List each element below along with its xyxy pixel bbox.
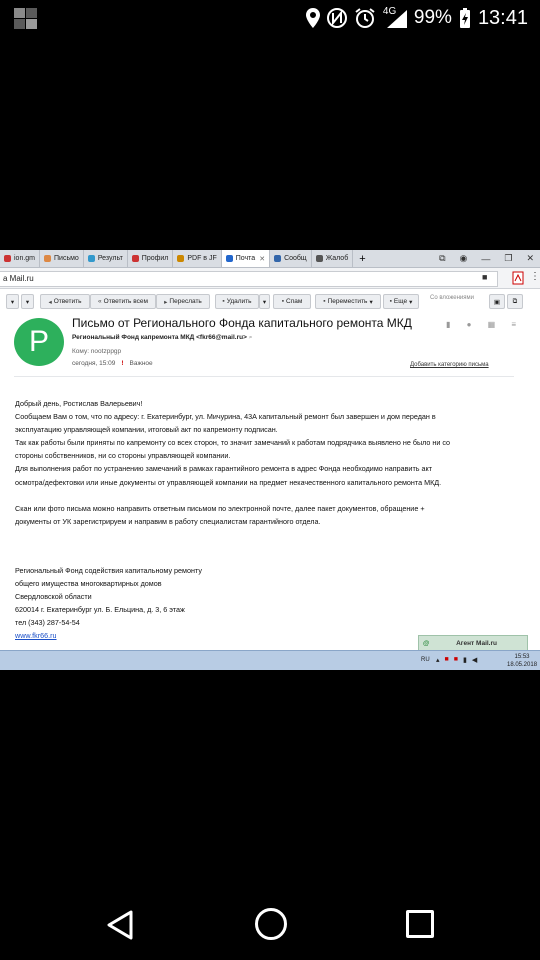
tab-favicon (316, 255, 323, 262)
tab-label: Письмо (54, 255, 79, 262)
chevron-down-icon: ▾ (10, 298, 15, 306)
add-category-link[interactable]: Добавить категорию письма (410, 362, 489, 368)
tab-favicon (274, 255, 281, 262)
attachments-filter[interactable]: Со вложениями (430, 295, 474, 301)
signature-line: общего имущества многоквартирных домов (15, 578, 162, 588)
bookmark-icon[interactable]: ■ (482, 272, 488, 282)
calendar-icon[interactable]: ▦ (487, 320, 496, 329)
forward-button[interactable] (156, 294, 210, 309)
taskbar-time: 15:53 (514, 654, 530, 660)
minimize-icon[interactable]: — (481, 253, 491, 264)
maximize-icon[interactable]: ❐ (504, 253, 513, 263)
user-icon[interactable]: ◉ (459, 253, 468, 263)
important-flag-icon: ! (121, 360, 124, 367)
tab-favicon (44, 255, 51, 262)
body-line: Скан или фото письма можно направить ответным письмом по электронной почте, далее пакет документов, обращение + (15, 503, 425, 513)
mail-body (15, 397, 525, 642)
restore-tabs-icon[interactable]: ⧉ (439, 253, 446, 263)
mail-date: сегодня, 15:09 (72, 360, 116, 367)
agent-label: Агент Mail.ru (456, 639, 497, 647)
chevron-down-icon: ▾ (369, 298, 373, 306)
status-bar (0, 0, 540, 36)
home-icon[interactable] (255, 908, 287, 940)
agent-icon: @ (423, 639, 430, 647)
location-icon (306, 8, 320, 28)
body-line: стороны собственников, ни со стороны управляющей компании. (15, 451, 231, 461)
greeting: Добрый день, Ростислав Валерьевич! (15, 399, 143, 408)
folder-icon: ▪ (323, 298, 326, 305)
tab-label: Результ (97, 255, 123, 262)
signature-line: 620014 г. Екатеринбург ул. Б. Ельцина, д. 3, 6 этаж (15, 605, 185, 615)
tray-app-icon[interactable]: ■ (453, 656, 458, 663)
tab-favicon (4, 255, 11, 262)
menu-icon[interactable]: ⋮ (530, 271, 540, 282)
tab-4[interactable] (173, 250, 221, 267)
body-line: документы от УК зарегистрируем и направим в работу специалистам гарантийного отдела. (15, 516, 321, 526)
mail-recipient: Кому: nootzppgp (72, 348, 122, 355)
tab-favicon (88, 255, 95, 262)
signature-line: Свердловской области (15, 592, 92, 602)
tab-favicon (132, 255, 139, 262)
body-line: эксплуатацию управляющей компании, итоговый акт по капремонту подписан. (15, 425, 278, 435)
android-nav-bar (0, 880, 540, 960)
tab-7[interactable] (312, 250, 354, 267)
recent-apps-icon[interactable] (406, 910, 434, 938)
importance-label: Важное (129, 360, 153, 367)
mail-meta (72, 360, 153, 367)
body-line: Сообщаем Вам о том, что по адресу: г. Екатеринбург, ул. Мичурина, 43А капитальный ремонт был завершен и дом передан в (15, 412, 436, 422)
move-label: Переместить (327, 298, 368, 305)
clock: 13:41 (477, 6, 528, 29)
network-type: 4G (382, 6, 397, 17)
more-label: Еще (393, 298, 408, 305)
windows-taskbar (0, 650, 540, 670)
reply-icon: ◂ (48, 298, 52, 306)
flag-icon[interactable]: ▮ (446, 320, 451, 329)
tab-label: Профил (141, 255, 169, 262)
delete-label: Удалить (226, 298, 252, 305)
chevron-down-icon: ▾ (25, 298, 30, 306)
body-line: Так как работы были приняты по капремонту со всех сторон, то значит замечаний к работам подрядчика выявлено не было ни со (15, 438, 451, 448)
reply-all-button[interactable] (90, 294, 156, 309)
tab-0[interactable] (0, 250, 40, 267)
mail-toolbar (0, 292, 540, 310)
status-icons (306, 5, 528, 31)
signature-line: Региональный Фонд содействия капитальному ремонту (15, 565, 202, 575)
tab-favicon (226, 255, 233, 262)
alarm-icon (354, 7, 376, 29)
body-line: Для выполнения работ по устранению замечаний в рамках гарантийного ремонта в адрес Фонда необходимо направить акт (15, 464, 432, 474)
print-icon: ▣ (493, 298, 501, 306)
tab-label: Сообщ (284, 255, 307, 262)
tab-1[interactable] (40, 250, 84, 267)
close-window-icon[interactable]: ✕ (526, 253, 534, 263)
tab-5-active[interactable] (222, 250, 270, 267)
agent-mailru-popup[interactable] (418, 635, 528, 651)
forward-label: Переслать (169, 298, 202, 305)
taskbar-clock[interactable] (507, 653, 537, 669)
sender-text: Региональный Фонд капремонта МКД <fkr66@mail.ru> (72, 334, 247, 341)
pdf-extension-icon[interactable] (512, 271, 524, 285)
language-indicator[interactable]: RU (421, 657, 430, 663)
new-tab-button[interactable]: + (359, 252, 366, 265)
trash-icon: ▪ (222, 298, 225, 305)
reply-button[interactable] (40, 294, 90, 309)
tab-label: Жалоб (325, 255, 349, 262)
mail-subject: Письмо от Регионального Фонда капитального ремонта МКД (72, 316, 412, 330)
tab-favicon (177, 255, 184, 262)
website-link[interactable]: www.fkr66.ru (15, 631, 57, 641)
tab-close-icon[interactable]: ✕ (259, 255, 266, 263)
battery-charging-icon (459, 7, 471, 29)
spam-icon: ▪ (281, 298, 284, 305)
search-icon[interactable]: ⌕ (248, 334, 253, 341)
chevron-down-icon: ▾ (409, 298, 413, 306)
mail-view (0, 312, 540, 650)
tab-6[interactable] (270, 250, 312, 267)
battery-percent: 99% (413, 7, 452, 28)
reply-all-label: Ответить всем (103, 298, 148, 305)
print-button[interactable] (489, 294, 505, 309)
body-line: осмотра/дефектовки или иные документы от управляющей компании на предмет некачественного капитального ремонта МКД. (15, 477, 442, 487)
more-icon: ▪ (389, 298, 392, 305)
window-controls (439, 250, 540, 267)
delete-dropdown-button[interactable] (259, 294, 270, 309)
mail-actions (446, 320, 516, 329)
read-status-icon[interactable]: ● (466, 320, 472, 329)
nfc-icon (327, 8, 347, 28)
spam-label: Спам (286, 298, 303, 305)
forward-icon: ▸ (164, 298, 168, 306)
toolbar-dropdown-button[interactable] (6, 294, 19, 309)
antivirus-icon[interactable]: ■ (444, 656, 449, 663)
reply-label: Ответить (53, 298, 82, 305)
toolbar-dropdown-button[interactable] (21, 294, 34, 309)
divider (14, 376, 514, 377)
signal-icon (383, 8, 407, 28)
avatar: P (14, 318, 64, 366)
tab-label: ion.gm (14, 255, 36, 262)
app-thumbnail-icon (14, 8, 38, 30)
taskbar-date: 18.05.2018 (507, 662, 538, 668)
tab-label: Почта (235, 255, 256, 262)
volume-icon[interactable]: ◀ (471, 657, 478, 664)
signature-line: тел (343) 287-54-54 (15, 618, 80, 628)
back-icon[interactable] (106, 910, 134, 940)
tray-icons (436, 656, 477, 664)
desktop-screenshot (0, 250, 540, 670)
browser-tab-bar (0, 250, 540, 268)
url-field[interactable]: a Mail.ru (0, 271, 498, 287)
tab-3[interactable] (128, 250, 174, 267)
tab-label: PDF в JF (187, 255, 217, 262)
tray-arrow-icon[interactable]: ▴ (436, 657, 440, 664)
delete-button[interactable] (215, 294, 259, 309)
fullscreen-button[interactable] (507, 294, 523, 309)
more-button[interactable] (383, 294, 419, 309)
reply-all-icon: « (98, 298, 102, 305)
expand-icon: ⧉ (512, 297, 518, 305)
move-button[interactable] (315, 294, 381, 309)
tab-2[interactable] (84, 250, 128, 267)
address-bar (0, 268, 540, 289)
chevron-down-icon: ▾ (262, 298, 267, 306)
menu-icon[interactable]: ≡ (511, 320, 516, 329)
network-icon[interactable]: ▮ (462, 657, 467, 664)
spam-button[interactable] (273, 294, 311, 309)
mail-sender[interactable] (72, 334, 252, 342)
